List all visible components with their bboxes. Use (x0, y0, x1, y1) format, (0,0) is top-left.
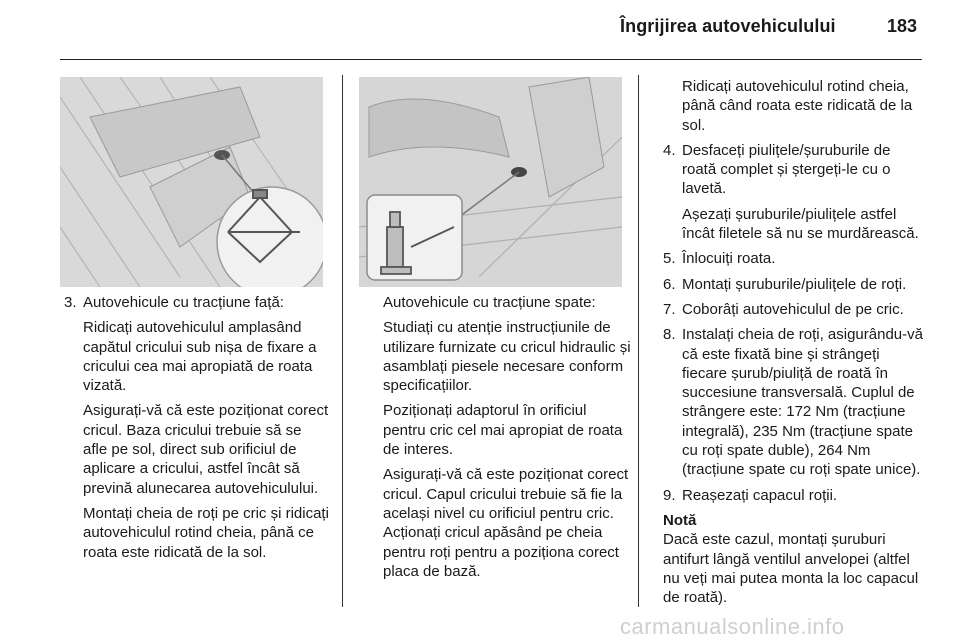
watermark: carmanualsonline.info (620, 614, 845, 639)
jack-illustration-rear-svg (359, 77, 622, 287)
step-3-number: 3. (64, 294, 77, 311)
step-3-paragraph-2: Asigurați-vă că este poziționat corect cricul. Baza cricului trebuie să se afle pe sol, direct sub orificiul de aplicare a cricului, astfel încât să prevină alunecarea autovehiculului. (83, 402, 329, 497)
step-5-text: Înlocuiți roata. (682, 250, 776, 268)
rear-drive-title: Autovehicule cu tracțiune spate: (383, 294, 596, 311)
rear-drive-paragraph-3: Asigurați-vă că este poziționat corect cricul. Capul cricului trebuie să fie la același nivel cu orificiul pentru cric. Acționați cricul apăsând pe cheia pentru roți pentru a poziționa corect placa de bază. (383, 466, 629, 580)
rear-drive-paragraph-2: Poziționați adaptorul în orificiul pentru cric cel mai apropiat de roata de interes. (383, 402, 623, 459)
step-7-number: 7. (663, 300, 676, 318)
step-3-title: Autovehicule cu tracțiune față: (83, 294, 284, 311)
jack-illustration-front-svg (60, 77, 323, 287)
jack-illustration-front (60, 77, 323, 287)
step-3-continuation: Ridicați autovehiculul rotind cheia, până când roata este ridicată de la sol. (682, 78, 913, 134)
page-number: 183 (887, 16, 918, 36)
step-6-text: Montați șuruburile/piulițele de roți. (682, 275, 907, 293)
column-2-text (383, 293, 633, 587)
note-text: Dacă este cazul, montați șuruburi antifurt lângă ventilul anvelopei (altfel nu veți mai putea monta la loc capacul de roată). (663, 531, 919, 607)
step-6 (663, 275, 925, 294)
step-6-number: 6. (663, 275, 676, 293)
step-7 (663, 300, 925, 319)
page-header-title: Îngrijirea autovehiculului (620, 16, 836, 36)
step-5 (663, 249, 925, 268)
step-8-text: Instalați cheia de roți, asigurându-vă că este fixată bine și strângeți fiecare șurub/piuliță de roată în succesiune transversală. Cuplul de strângere este: 172 Nm (tracțiune integrală), 235 Nm (tracțiune spate cu roți spate duble), 264 Nm (tracțiune spate cu roți spate unice). (682, 326, 923, 479)
step-4 (663, 141, 925, 199)
step-4-number: 4. (663, 141, 676, 159)
step-3 (64, 293, 329, 312)
jack-illustration-rear (359, 77, 622, 287)
column-divider-2 (638, 75, 639, 607)
step-7-text: Coborâți autovehiculul de pe cric. (682, 300, 904, 318)
column-1-text (64, 293, 329, 568)
step-4-text: Desfaceți piulițele/șuruburile de roată complet și ștergeți-le cu o lavetă. (682, 141, 891, 198)
step-3-paragraph-1: Ridicați autovehiculul amplasând capătul cricului sub nișa de fixare a cricului cea mai apropiată de roata vizată. (83, 319, 317, 395)
column-3-text (663, 77, 925, 613)
step-8 (663, 325, 925, 479)
step-9-text: Reașezați capacul roții. (682, 486, 838, 504)
step-3-paragraph-3: Montați cheia de roți pe cric și ridicați autovehiculul rotind cheia, până ce roata este ridicată de la sol. (83, 504, 329, 561)
step-4-subtext: Așezați șuruburile/piulițele astfel încât filetele să nu se murdărească. (682, 205, 919, 243)
note-title: Notă (663, 511, 697, 529)
column-divider-1 (342, 75, 343, 607)
step-8-number: 8. (663, 326, 676, 344)
rear-drive-paragraph-1: Studiați cu atenție instrucțiunile de utilizare furnizate cu cricul hidraulic și asamblați piesele necesare conform specificațiilor. (383, 319, 631, 395)
step-9 (663, 486, 925, 505)
header-divider (60, 59, 922, 60)
step-5-number: 5. (663, 250, 676, 268)
step-9-number: 9. (663, 486, 676, 504)
